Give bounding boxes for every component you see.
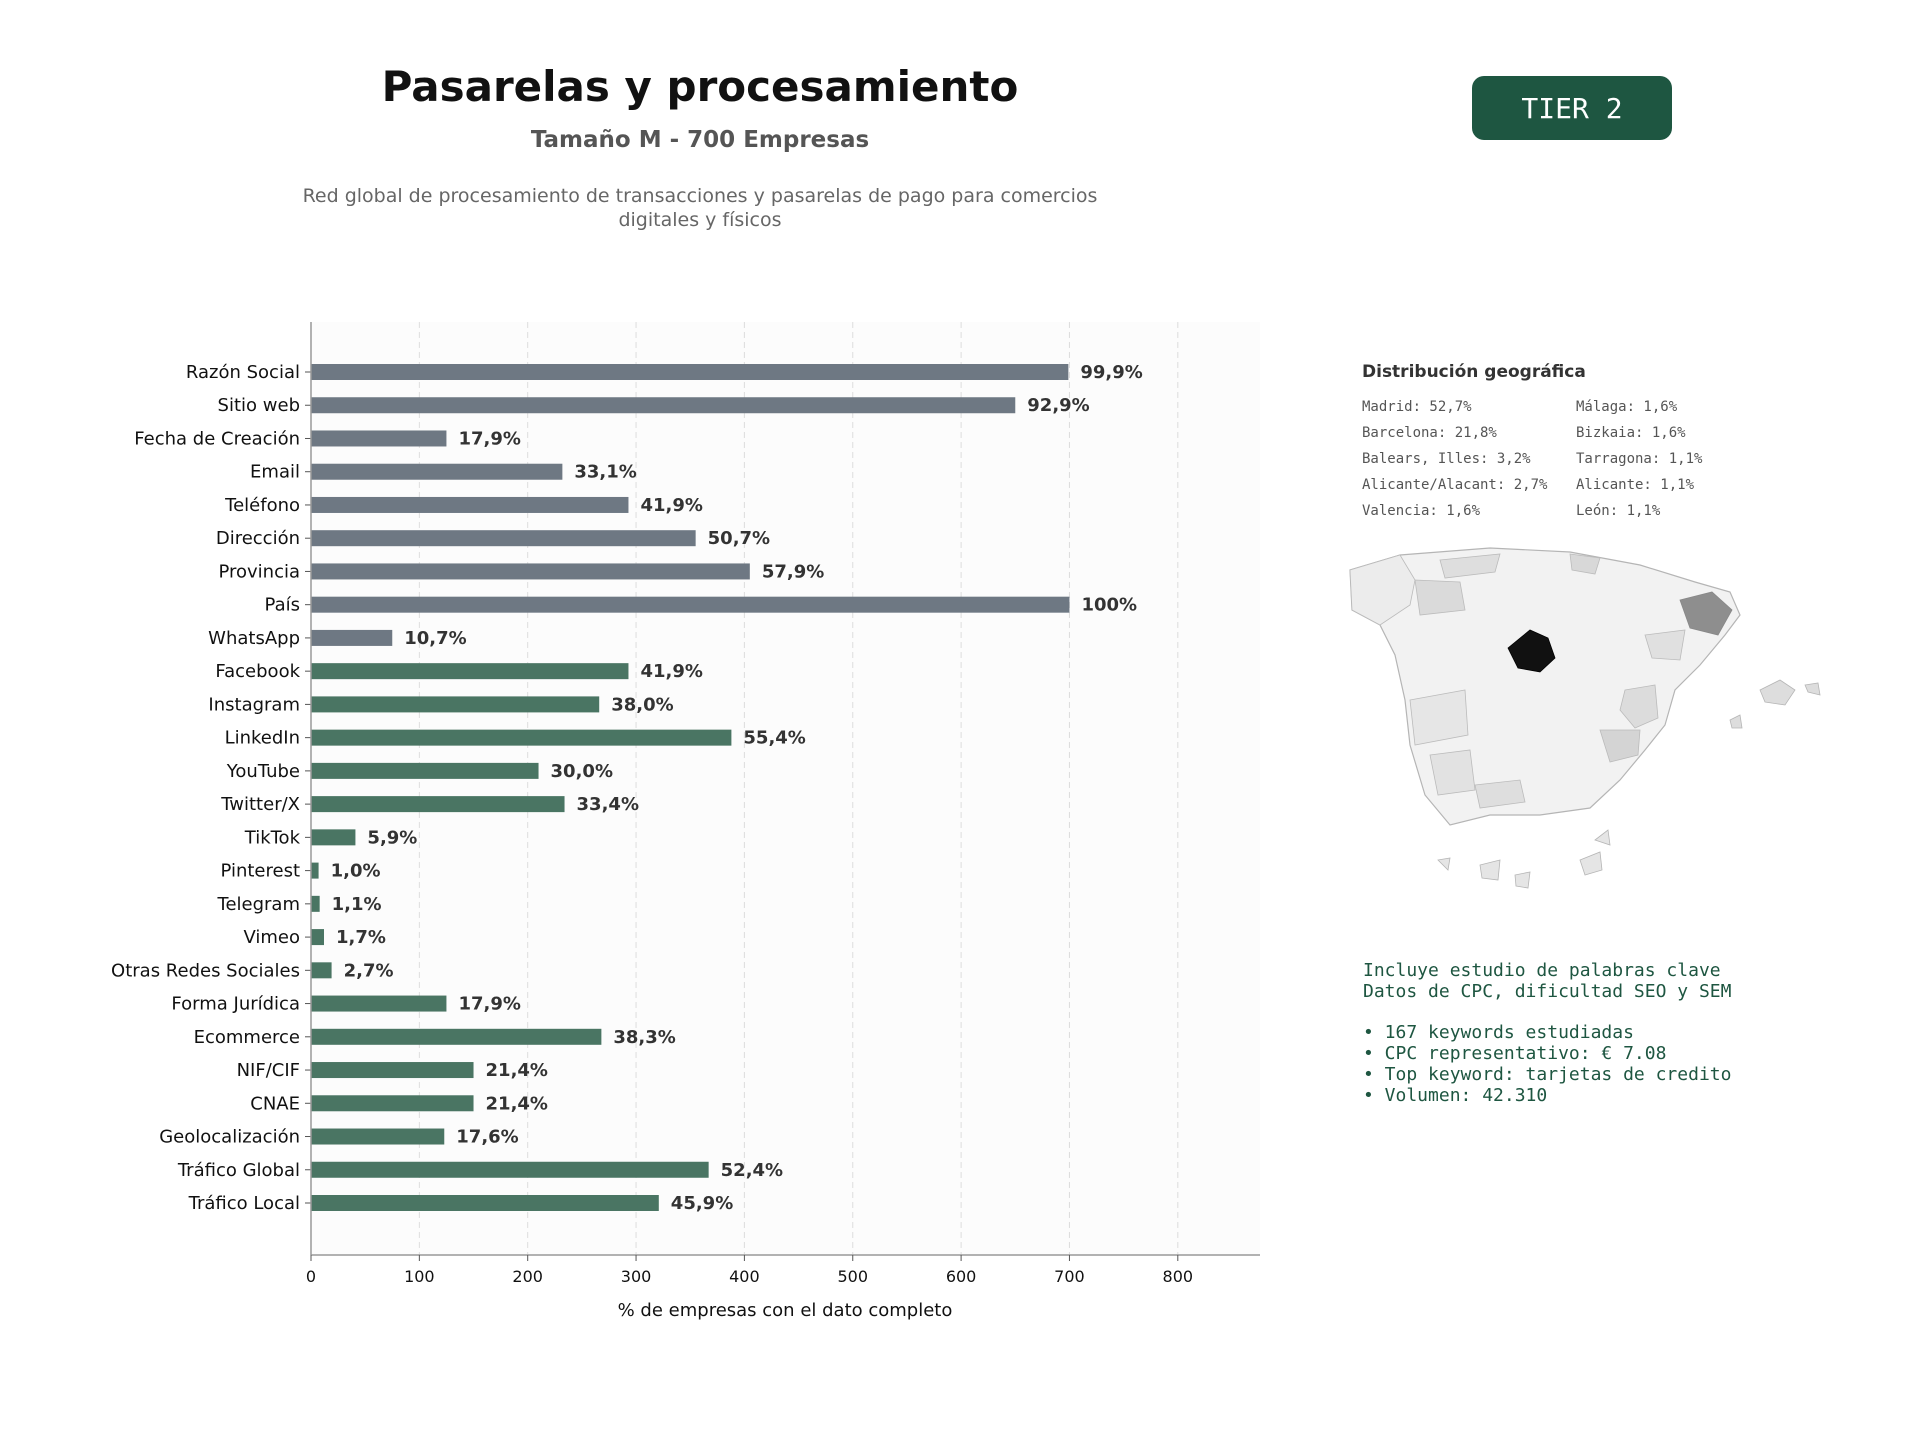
bar xyxy=(311,397,1015,413)
value-label: 1,0% xyxy=(330,860,381,882)
x-tick-label: 500 xyxy=(837,1267,869,1286)
region-canarias xyxy=(1438,830,1610,888)
keywords-bullet: • Top keyword: tarjetas de credito xyxy=(1363,1064,1732,1085)
category-label: Email xyxy=(250,461,300,483)
value-label: 33,1% xyxy=(574,461,637,483)
value-label: 17,6% xyxy=(456,1126,519,1148)
value-label: 55,4% xyxy=(743,727,806,749)
x-axis-title: % de empresas con el dato completo xyxy=(617,1300,953,1321)
plot-background xyxy=(311,322,1260,1255)
geo-item: Alicante/Alacant: 2,7% xyxy=(1362,477,1548,493)
bar xyxy=(311,1095,474,1111)
value-label: 92,9% xyxy=(1027,395,1090,417)
value-label: 50,7% xyxy=(707,528,771,550)
category-label: Razón Social xyxy=(185,362,300,383)
chart-subtitle: Tamaño M - 700 Empresas xyxy=(530,127,870,153)
category-label: Dirección xyxy=(215,528,300,550)
category-label: Geolocalización xyxy=(159,1126,300,1148)
region-sevilla xyxy=(1430,750,1475,795)
bar xyxy=(311,1195,659,1211)
value-label: 30,0% xyxy=(550,760,613,782)
value-label: 52,4% xyxy=(720,1159,784,1181)
category-label: Twitter/X xyxy=(221,794,300,816)
bar xyxy=(311,962,332,978)
category-label: Provincia xyxy=(218,561,300,583)
category-label: LinkedIn xyxy=(224,727,300,749)
category-label: Facebook xyxy=(215,661,300,683)
region-balears xyxy=(1730,680,1820,728)
value-label: 1,1% xyxy=(331,893,382,915)
tier-badge: TIER 2 xyxy=(1472,76,1672,140)
category-label: WhatsApp xyxy=(208,627,300,649)
category-label: Vimeo xyxy=(243,927,300,949)
value-label: 41,9% xyxy=(640,494,703,516)
category-label: Fecha de Creación xyxy=(134,428,300,450)
keywords-line-2: Datos de CPC, dificultad SEO y SEM xyxy=(1363,981,1732,1002)
bar xyxy=(311,896,320,912)
geo-item: Valencia: 1,6% xyxy=(1362,503,1481,519)
bar xyxy=(311,996,446,1012)
value-label: 99,9% xyxy=(1080,362,1143,383)
geo-item: León: 1,1% xyxy=(1576,503,1661,519)
geo-item: Tarragona: 1,1% xyxy=(1576,451,1703,467)
bar xyxy=(311,1129,444,1145)
bar xyxy=(311,730,731,746)
geo-title: Distribución geográfica xyxy=(1362,362,1586,382)
bar xyxy=(311,1062,474,1078)
geo-item: Alicante: 1,1% xyxy=(1576,477,1695,493)
x-tick-label: 800 xyxy=(1162,1267,1194,1286)
category-label: Forma Jurídica xyxy=(171,993,300,1015)
value-label: 10,7% xyxy=(404,627,467,649)
bar xyxy=(311,563,750,579)
geo-item: Madrid: 52,7% xyxy=(1362,399,1472,415)
keywords-bullet: • 167 keywords estudiadas xyxy=(1363,1022,1634,1043)
value-label: 38,3% xyxy=(613,1026,676,1048)
value-label: 17,9% xyxy=(458,428,521,450)
region-leon xyxy=(1415,580,1465,615)
bar xyxy=(311,364,1068,380)
bar xyxy=(311,597,1069,613)
x-tick-label: 300 xyxy=(620,1267,652,1286)
bar xyxy=(311,763,539,779)
category-label: CNAE xyxy=(250,1093,300,1115)
category-label: Ecommerce xyxy=(193,1026,300,1048)
x-tick-label: 100 xyxy=(404,1267,435,1286)
bar xyxy=(311,663,628,679)
chart-description: Red global de procesamiento de transacciones y pasarelas de pago para comercios digitales y físicos xyxy=(302,185,1098,231)
category-label: Tráfico Global xyxy=(177,1159,300,1181)
category-label: Tráfico Local xyxy=(188,1193,300,1214)
bar xyxy=(311,497,628,513)
bar xyxy=(311,863,319,879)
x-tick-label: 600 xyxy=(945,1267,977,1286)
bar xyxy=(311,630,392,646)
x-tick-label: 200 xyxy=(512,1267,543,1286)
value-label: 100% xyxy=(1081,594,1138,616)
category-label: YouTube xyxy=(226,760,300,782)
category-label: Pinterest xyxy=(220,860,300,882)
value-label: 21,4% xyxy=(485,1060,548,1082)
bar xyxy=(311,829,355,845)
keywords-bullet: • CPC representativo: € 7.08 xyxy=(1363,1043,1667,1064)
category-label: País xyxy=(264,594,300,616)
geo-item: Balears, Illes: 3,2% xyxy=(1362,451,1531,467)
category-label: Teléfono xyxy=(225,494,300,516)
x-ticks xyxy=(306,1255,1193,1286)
value-label: 21,4% xyxy=(485,1093,548,1115)
geo-item: Bizkaia: 1,6% xyxy=(1576,425,1686,441)
category-label: TikTok xyxy=(244,827,300,849)
value-label: 45,9% xyxy=(670,1193,734,1214)
bar xyxy=(311,696,599,712)
keywords-panel xyxy=(1363,960,1731,1106)
bar xyxy=(311,929,324,945)
category-label: NIF/CIF xyxy=(236,1060,300,1082)
category-label: Otras Redes Sociales xyxy=(111,960,300,982)
value-label: 33,4% xyxy=(576,794,639,816)
x-tick-label: 400 xyxy=(729,1267,760,1286)
value-label: 17,9% xyxy=(458,993,521,1015)
bar xyxy=(311,464,562,480)
bar xyxy=(311,430,446,446)
value-label: 41,9% xyxy=(640,661,703,683)
bar xyxy=(311,1029,601,1045)
category-label: Telegram xyxy=(217,893,300,915)
value-label: 2,7% xyxy=(343,960,394,982)
bar xyxy=(311,1162,709,1178)
geo-list xyxy=(1362,398,1776,520)
x-tick-label: 0 xyxy=(305,1267,317,1286)
bar xyxy=(311,530,696,546)
value-label: 1,7% xyxy=(336,927,386,949)
value-label: 57,9% xyxy=(761,561,825,583)
geo-item: Barcelona: 21,8% xyxy=(1362,425,1497,441)
keywords-bullet: • Volumen: 42.310 xyxy=(1363,1085,1548,1106)
keywords-line-1: Incluye estudio de palabras clave xyxy=(1363,960,1721,981)
value-label: 5,9% xyxy=(367,827,418,849)
region-extremadura xyxy=(1410,690,1468,745)
category-label: Instagram xyxy=(208,694,300,716)
category-label: Sitio web xyxy=(217,395,300,417)
spain-map xyxy=(1340,540,1860,910)
bar xyxy=(311,796,565,812)
region-tarragona xyxy=(1645,630,1685,660)
value-label: 38,0% xyxy=(611,694,674,716)
chart-title: Pasarelas y procesamiento xyxy=(381,62,1019,111)
x-tick-label: 700 xyxy=(1054,1267,1085,1286)
geo-item: Málaga: 1,6% xyxy=(1576,399,1678,415)
